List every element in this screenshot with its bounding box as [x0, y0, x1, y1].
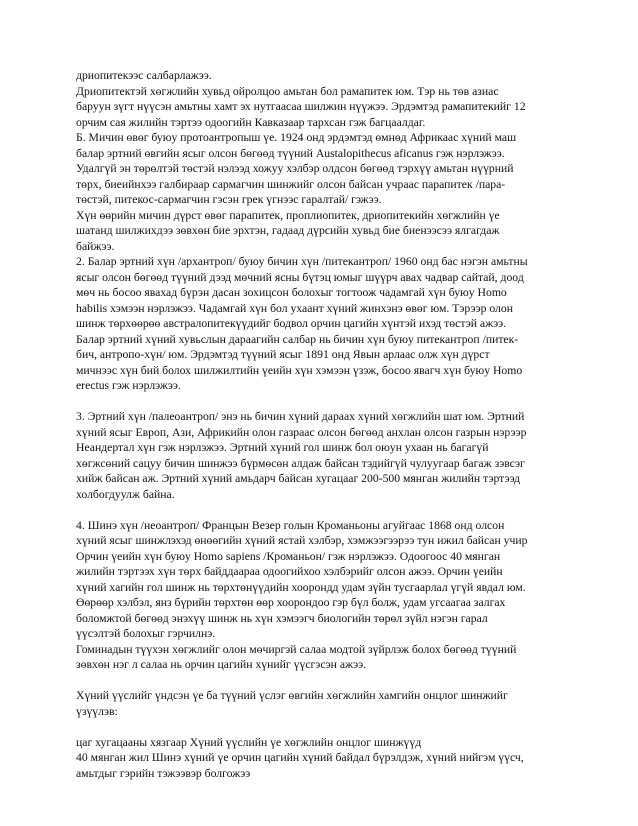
text-line: балар эртний өвгийн ясыг олсон бөгөөд түүний Austalopithecus aficanus гэж нэрлэжээ. [76, 146, 505, 160]
text-line: Неандертал хүн гэж нэрлэжээ. Эртний хүний гол шинж бол оюун ухаан нь багагүй [76, 441, 489, 454]
paragraph-gap [76, 719, 576, 735]
text-line: 3. Эртний хүн /палеоантроп/ энэ нь бичин хүний дараах хүний хөгжлийн шат юм. Эртний [76, 410, 525, 423]
text-line: дриопитекээс салбарлажээ. [76, 69, 212, 82]
text-line: Гоминадын түүхэн хөгжлийг олон мөчиргэй салаа модтой зүйрлэж болох бөгөөд түүний [76, 642, 517, 656]
text-line: Дриопитектэй хөгжлийн хувьд ойролцоо амьтан бол рамапитек юм. Тэр нь төв азиас [76, 84, 499, 98]
text-line: хүний ясыг Европ, Ази, Африкийн олон газраас олсон бөгөөд анхлан олсон газрын нэрээр [76, 425, 527, 439]
text-line: амьтдыг гэрийн тэжээвэр болгожээ [76, 766, 251, 780]
text-line: Хүний үүслийг үндсэн үе ба түүний үслэг өвгийн хөгжлийн хамгийн онцлог шинжийг [76, 689, 508, 702]
text-line: баруун зүгт нүүсэн амьтны хамт эх нутгаасаа шилжин нүүжээ. Эрдэмтэд рамапитекийг 12 [76, 100, 526, 113]
text-line: зөвхөн нэг л салаа нь орчин цагийн хүнийг үүсгэсэн ажээ. [76, 658, 367, 671]
paragraph-gap [76, 394, 576, 410]
text-line: төстэй, питекос-сармагчин гэсэн грек үгнээс гаралтай/ гэжээ. [76, 193, 382, 206]
text-line: Хүн өөрийн мичин дүрст өвөг парапитек, проплиопитек, дриопитекийн хөгжлийн үе [76, 208, 500, 222]
text-line: цаг хугацааны хязгаар Хүний үүслийн үе хөгжлийн онцлог шинжүүд [76, 735, 422, 749]
text-line: мичнээс хүн бий болох шилжилтийн үеийн хүн хэмээн үзэж, босоо явагч хүн буюу Homo [76, 363, 523, 377]
text-line: үзүүлэв: [76, 704, 118, 718]
text-line: боломжтой бөгөөд энэхүү шинж нь хүн хэмээгч биологийн төрөл зүйл нэгэн гарал [76, 611, 488, 625]
text-line: мөч нь босоо явахад бүрэн дасан зохицсон болохыг тогтоож чадамгай хүн буюу Homo [76, 286, 507, 299]
text-line: хийж байсан аж. Эртний хүний амьдарч байсан хугацааг 200-500 мянган жилийн тэртээд [76, 472, 520, 485]
text-line: жилийн тэртээх хүн төрх байддаараа одоогийхоо хэлбэрийг олсон ажээ. Орчин үеийн [76, 565, 503, 578]
text-line: шинж төрхөөрөө австралопитекүүдийг бодвол орчин цагийн хүнтэй ихэд төстэй ажээ. [76, 317, 507, 330]
paragraph-gap [76, 502, 576, 518]
text-line: орчим сая жилийн тэртээ одоогийн Кавказаар тархсан гэж багцаалдаг. [76, 115, 426, 129]
text-line: ясыг олсон бөгөөд түүний дээд мөчний ясны бүтэц юмыг шүүрч авах чадвар сайтай, доод [76, 270, 524, 284]
text-line: Балар эртний хүний хувьслын дараагийн салбар нь бичин хүн буюу питекантроп /питек- [76, 332, 519, 346]
text-line: хүний хагийн гол шинж нь төрхтөнүүдийн хоорондд удам зүйн тусгаарлал үгүй явдал юм. [76, 580, 526, 594]
text-line: habilis хэмээн нэрлэжээ. Чадамгай хүн бол ухаант хүний жинхэнэ өвөг юм. Тэрээр олон [76, 301, 513, 315]
text-line: шатанд шилжихдээ зөвхөн бие эрхтэн, гадаад дүрсийн хувьд бие биенээсээ ялгагдаж [76, 224, 500, 237]
text-line: бич, антропо-хүн/ юм. Эрдэмтэд түүний ясыг 1891 онд Явын арлаас олж хүн дүрст [76, 348, 490, 361]
text-line: 4. Шинэ хүн /неоантроп/ Францын Везер голын Кроманьоны агуйгаас 1868 онд олсон [76, 518, 505, 532]
text-line: байжээ. [76, 239, 115, 253]
text-line: төрх, биеийнхээ галбираар сармагчин шинжийг олсон байсан учраас парапитек /пара- [76, 177, 506, 191]
text-line: Орчин үеийн хүн буюу Homo sapiens /Кроманьон/ гэж нэрлэжээ. Одоогоос 40 мянган [76, 549, 501, 563]
text-line: хөгжсөний сацуу бичин шинжээ бүрмөсөн алдаж байсан тэдийгүй чулуугаар багаж зэвсэг [76, 456, 525, 470]
text-line: Б. Мичин өвөг буюу протоантропыш үе. 1924 онд эрдэмтэд өмнөд Африкаас хүний маш [76, 131, 517, 144]
text-line: үүсэлтэй болохыг гэрчилнэ. [76, 627, 216, 640]
document-page [76, 68, 576, 781]
text-line: хүний ясыг шинжлэхэд өнөөгийн хүний ястай хэлбэр, хэмжээгээрээ тун ижил байсан учир [76, 534, 528, 547]
text-line: 40 мянган жил Шинэ хүний үе орчин цагийн хүний байдал бүрэлдэж, хүний нийгэм үүсч, [76, 751, 524, 764]
text-line: Өөрөөр хэлбэл, янз бүрийн төрхтөн өөр хоорондоо гэр бүл болж, удам угсаагаа залгах [76, 596, 506, 609]
paragraph-gap [76, 673, 576, 689]
text-line: холбогдуулж байна. [76, 487, 175, 501]
text-line: 2. Балар эртний хүн /архантроп/ буюу бичин хүн /питекантроп/ 1960 онд бас нэгэн амьтны [76, 255, 528, 268]
text-line: Удалгүй эн төрөлтэй төстэй нэлээд хожуу хэлбэр олдсон бөгөөд тэрхүү амьтан нүүрний [76, 162, 514, 175]
text-line: erectus гэж нэрлэжээ. [76, 379, 181, 392]
